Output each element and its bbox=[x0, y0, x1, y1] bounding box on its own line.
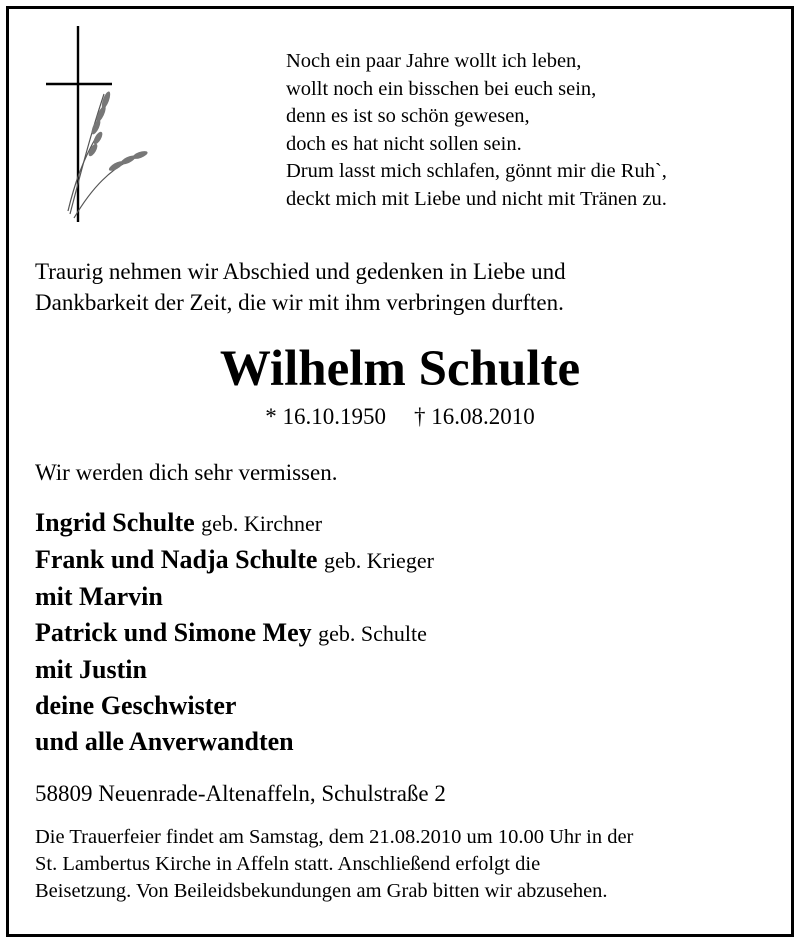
poem-line: deckt mich mit Liebe und nicht mit Tränen zu. bbox=[286, 187, 667, 210]
miss-text: Wir werden dich sehr vermissen. bbox=[35, 460, 338, 485]
funeral-line: Die Trauerfeier findet am Samstag, dem 21.08.2010 um 10.00 Uhr in der bbox=[35, 826, 634, 848]
mourner-name: mit Marvin bbox=[35, 582, 163, 611]
intro-line: Dankbarkeit der Zeit, die wir mit ihm verbringen durften. bbox=[35, 290, 564, 315]
mourner-entry bbox=[35, 688, 434, 724]
deceased-name: Wilhelm Schulte bbox=[219, 341, 581, 397]
mourner-name: Ingrid Schulte bbox=[35, 508, 195, 537]
poem-line: wollt noch ein bisschen bei euch sein, bbox=[286, 77, 597, 100]
mourner-entry bbox=[35, 579, 434, 615]
mourner-note: geb. Schulte bbox=[318, 621, 427, 646]
poem-line: denn es ist so schön gewesen, bbox=[286, 105, 530, 128]
mourner-name: Frank und Nadja Schulte bbox=[35, 545, 318, 574]
funeral-info bbox=[35, 824, 633, 905]
poem-line: Noch ein paar Jahre wollt ich leben, bbox=[286, 50, 582, 72]
mourner-entry bbox=[35, 615, 434, 652]
mourner-entry bbox=[35, 505, 434, 542]
funeral-line: St. Lambertus Kirche in Affeln statt. Anschließend erfolgt die bbox=[35, 853, 541, 875]
birth-date: * 16.10.1950 bbox=[265, 404, 386, 429]
mourner-name: deine Geschwister bbox=[35, 691, 237, 720]
mourner-name: mit Justin bbox=[35, 655, 147, 684]
poem-line: doch es hat nicht sollen sein. bbox=[286, 132, 522, 155]
poem bbox=[286, 48, 667, 214]
address: 58809 Neuenrade-Altenaffeln, Schulstraße 2 bbox=[35, 781, 446, 806]
death-date: † 16.08.2010 bbox=[414, 404, 535, 429]
mourner-name: Patrick und Simone Mey bbox=[35, 618, 312, 647]
mourner-note: geb. Kirchner bbox=[201, 511, 323, 536]
mourners-list bbox=[35, 505, 434, 760]
funeral-line: Beisetzung. Von Beileidsbekundungen am Grab bitten wir abzusehen. bbox=[35, 880, 608, 902]
mourner-note: geb. Krieger bbox=[323, 548, 434, 573]
intro-line: Traurig nehmen wir Abschied und gedenken in Liebe und bbox=[35, 259, 566, 284]
poem-line: Drum lasst mich schlafen, gönnt mir die Ruh`, bbox=[286, 160, 667, 183]
intro-text bbox=[35, 256, 566, 318]
mourner-entry bbox=[35, 724, 434, 760]
life-dates bbox=[0, 402, 800, 432]
mourner-entry bbox=[35, 652, 434, 688]
cross-with-wheat-icon bbox=[40, 26, 155, 231]
mourner-entry bbox=[35, 542, 434, 579]
mourner-name: und alle Anverwandten bbox=[35, 727, 294, 756]
